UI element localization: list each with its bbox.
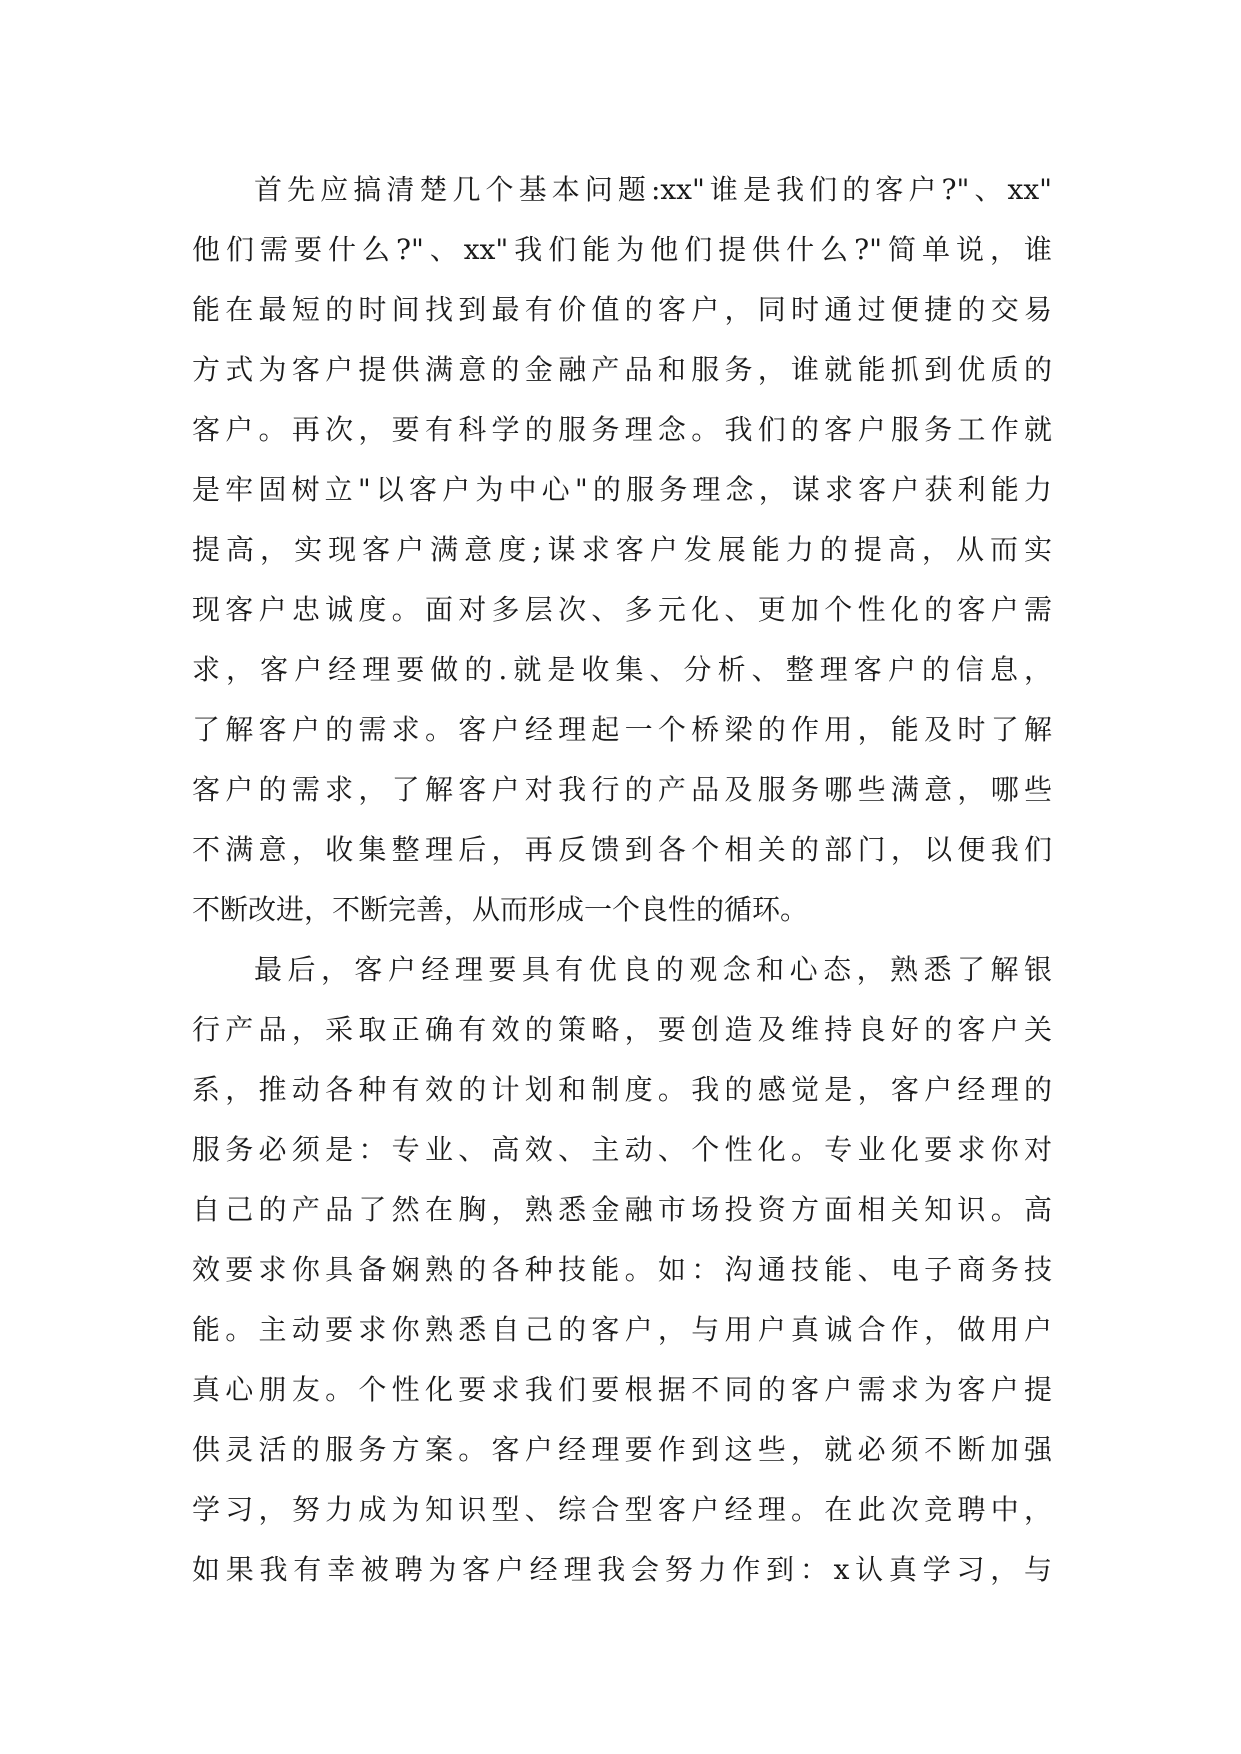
text-line: 供灵活的服务方案。客户经理要作到这些，就必须不断加强 xyxy=(192,1433,1052,1466)
text-line: 不满意，收集整理后，再反馈到各个相关的部门，以便我们 xyxy=(192,833,1052,866)
text-line: 提高，实现客户满意度;谋求客户发展能力的提高，从而实 xyxy=(192,533,1052,566)
paragraph-1 xyxy=(192,160,1052,940)
text-line: 客户的需求，了解客户对我行的产品及服务哪些满意，哪些 xyxy=(192,773,1052,806)
text-line: 效要求你具备娴熟的各种技能。如：沟通技能、电子商务技 xyxy=(192,1253,1052,1286)
body-text xyxy=(192,160,1052,1600)
text-line: 真心朋友。个性化要求我们要根据不同的客户需求为客户提 xyxy=(192,1373,1052,1406)
text-line: 现客户忠诚度。面对多层次、多元化、更加个性化的客户需 xyxy=(192,593,1052,626)
text-line: 了解客户的需求。客户经理起一个桥梁的作用，能及时了解 xyxy=(192,713,1052,746)
text-line: 不断改进，不断完善，从而形成一个良性的循环。 xyxy=(192,893,809,926)
text-line: 自己的产品了然在胸，熟悉金融市场投资方面相关知识。高 xyxy=(192,1193,1052,1226)
text-line: 方式为客户提供满意的金融产品和服务，谁就能抓到优质的 xyxy=(192,353,1052,386)
text-line: 能。主动要求你熟悉自己的客户，与用户真诚合作，做用户 xyxy=(192,1313,1052,1346)
text-line: 能在最短的时间找到最有价值的客户，同时通过便捷的交易 xyxy=(192,293,1052,326)
text-line: 如果我有幸被聘为客户经理我会努力作到：x认真学习，与 xyxy=(192,1553,1052,1586)
text-line: 系，推动各种有效的计划和制度。我的感觉是，客户经理的 xyxy=(192,1073,1052,1106)
text-line: 行产品，采取正确有效的策略，要创造及维持良好的客户关 xyxy=(192,1013,1052,1046)
text-line: 求，客户经理要做的.就是收集、分析、整理客户的信息， xyxy=(192,653,1052,686)
text-line: 是牢固树立"以客户为中心"的服务理念，谋求客户获利能力 xyxy=(192,473,1052,506)
text-line: 服务必须是：专业、高效、主动、个性化。专业化要求你对 xyxy=(192,1133,1052,1166)
text-line: 学习，努力成为知识型、综合型客户经理。在此次竞聘中， xyxy=(192,1493,1052,1526)
paragraph-2 xyxy=(192,940,1052,1600)
text-line: 客户。再次，要有科学的服务理念。我们的客户服务工作就 xyxy=(192,413,1052,446)
text-line: 他们需要什么?"、xx"我们能为他们提供什么?"简单说，谁 xyxy=(192,233,1052,266)
text-line: 最后，客户经理要具有优良的观念和心态，熟悉了解银 xyxy=(254,953,1052,986)
text-line: 首先应搞清楚几个基本问题:xx"谁是我们的客户?"、xx" xyxy=(254,173,1052,206)
